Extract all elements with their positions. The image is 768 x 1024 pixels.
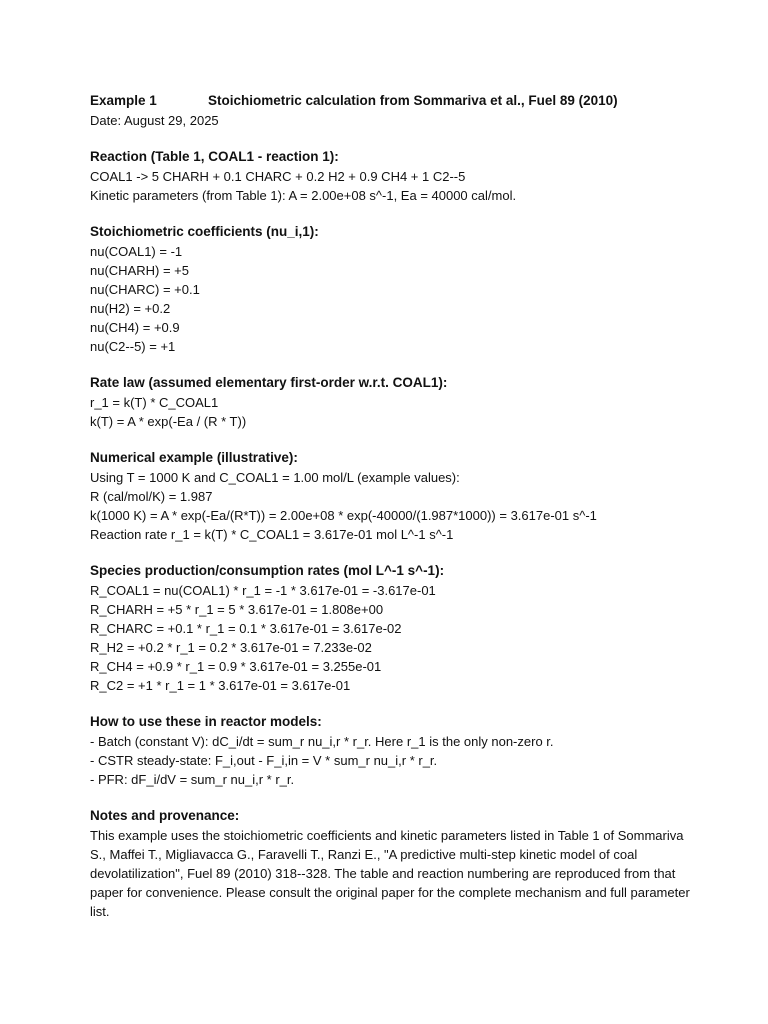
section-block [90,712,708,789]
text-line: R_CHARC = +0.1 * r_1 = 0.1 * 3.617e-01 = 3.617e-02 [90,621,402,636]
text-line: nu(C2--5) = +1 [90,339,176,354]
section-block [90,373,708,431]
text-line: R_C2 = +1 * r_1 = 1 * 3.617e-01 = 3.617e-01 [90,678,351,693]
text-line: k(T) = A * exp(-Ea / (R * T)) [90,414,247,429]
text-line: R_CH4 = +0.9 * r_1 = 0.9 * 3.617e-01 = 3.255e-01 [90,659,382,674]
sections-container [90,147,708,789]
document-title [90,91,708,111]
notes-heading: Notes and provenance: [90,808,240,823]
text-line: R_CHARH = +5 * r_1 = 5 * 3.617e-01 = 1.808e+00 [90,602,384,617]
text-line: - PFR: dF_i/dV = sum_r nu_i,r * r_r. [90,772,295,787]
example-number: Example 1 [90,93,157,108]
section-block [90,448,708,544]
text-line: r_1 = k(T) * C_COAL1 [90,395,219,410]
text-line: k(1000 K) = A * exp(-Ea/(R*T)) = 2.00e+08 * exp(-40000/(1.987*1000)) = 3.617e-01 s^-1 [90,508,597,523]
date-line: Date: August 29, 2025 [90,113,219,128]
section-block [90,147,708,205]
text-line: nu(COAL1) = -1 [90,244,183,259]
text-line: R (cal/mol/K) = 1.987 [90,489,213,504]
section-heading: Rate law (assumed elementary first-order w.r.t. COAL1): [90,375,448,390]
text-line: nu(CHARH) = +5 [90,263,189,278]
text-line: R_H2 = +0.2 * r_1 = 0.2 * 3.617e-01 = 7.233e-02 [90,640,372,655]
section-heading: Numerical example (illustrative): [90,450,298,465]
text-line: - CSTR steady-state: F_i,out - F_i,in = V * sum_r nu_i,r * r_r. [90,753,438,768]
section-heading: Stoichiometric coefficients (nu_i,1): [90,224,319,239]
text-line: nu(CH4) = +0.9 [90,320,180,335]
text-line: COAL1 -> 5 CHARH + 0.1 CHARC + 0.2 H2 + 0.9 CH4 + 1 C2--5 [90,169,466,184]
text-line: nu(H2) = +0.2 [90,301,171,316]
text-line: Using T = 1000 K and C_COAL1 = 1.00 mol/L (example values): [90,470,460,485]
section-heading: How to use these in reactor models: [90,714,322,729]
text-line: R_COAL1 = nu(COAL1) * r_1 = -1 * 3.617e-01 = -3.617e-01 [90,583,436,598]
text-line: - Batch (constant V): dC_i/dt = sum_r nu_i,r * r_r. Here r_1 is the only non-zero r. [90,734,554,749]
section-heading: Species production/consumption rates (mol L^-1 s^-1): [90,563,445,578]
text-line: Kinetic parameters (from Table 1): A = 2.00e+08 s^-1, Ea = 40000 cal/mol. [90,188,517,203]
title-text: Stoichiometric calculation from Sommariva et al., Fuel 89 (2010) [208,93,618,108]
section-block [90,222,708,356]
notes-paragraph: This example uses the stoichiometric coefficients and kinetic parameters listed in Table 1 of Sommariva S., Maffei T., Migliavacca G., Faravelli T., Ranzi E., "A predictive multi-step kinetic model of coal devolatilization", Fuel 89 (2010) 318--328. The table and reaction numbering are reproduced from that paper for convenience. Please consult the original paper for the complete mechanism and full parameter list. [90,828,690,919]
text-line: nu(CHARC) = +0.1 [90,282,200,297]
section-block [90,561,708,695]
text-line: Reaction rate r_1 = k(T) * C_COAL1 = 3.617e-01 mol L^-1 s^-1 [90,527,454,542]
section-heading: Reaction (Table 1, COAL1 - reaction 1): [90,149,339,164]
